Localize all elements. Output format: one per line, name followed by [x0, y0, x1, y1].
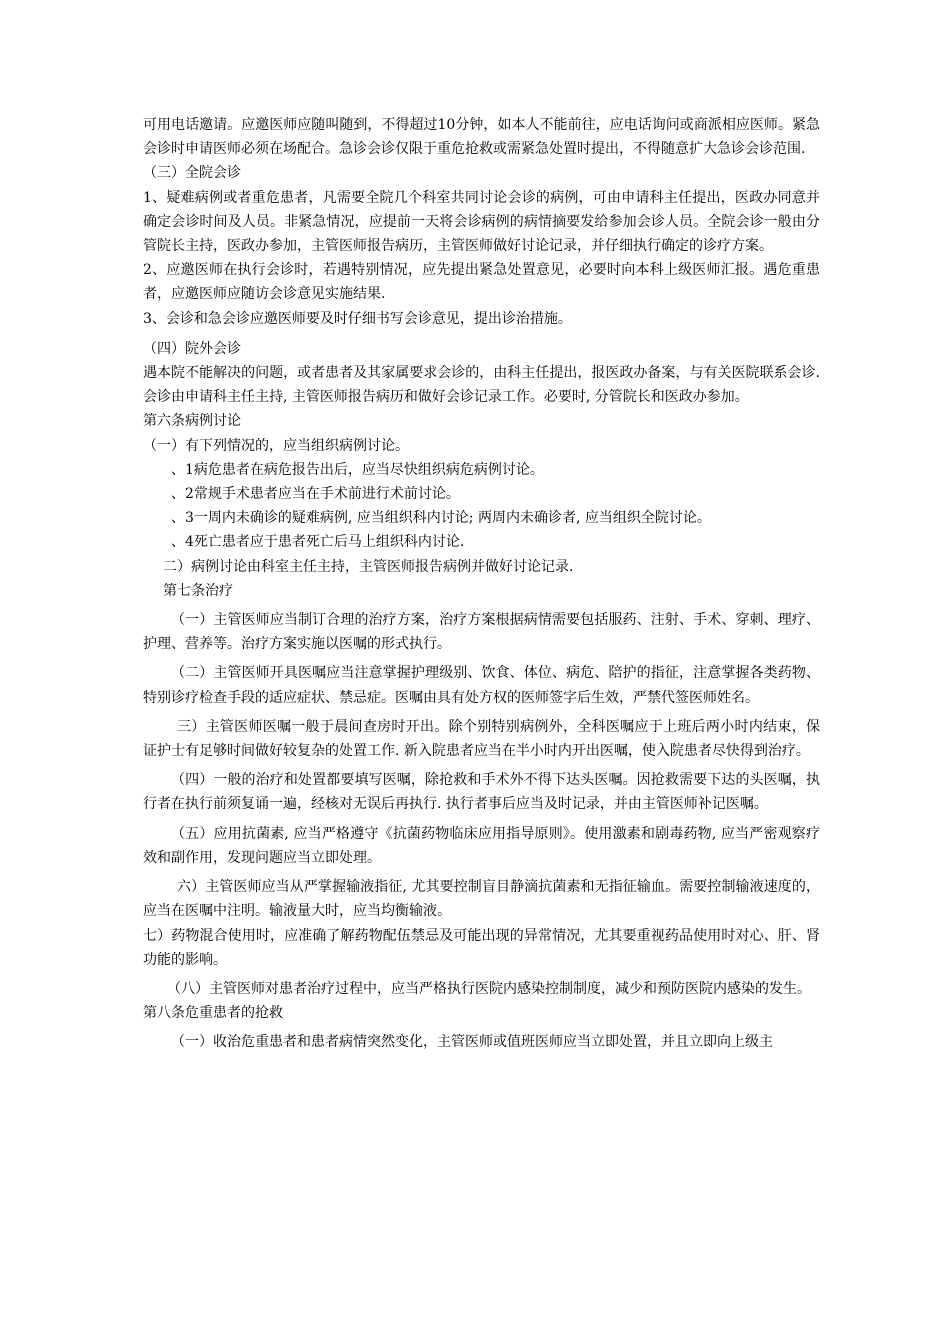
paragraph-external-consult: 遇本院不能解决的问题，或者患者及其家属要求会诊的，由科主任提出，报医政办备案，与有关医院联系会诊. 会诊由申请科主任主持, 主管医师报告病历和做好会诊记录工作。必要时, 分管院长和医政办参加。 [143, 365, 820, 406]
heading-article-8: 第八条危重患者的抢救 [143, 1005, 283, 1022]
heading-article-6: 第六条病例讨论 [143, 413, 241, 430]
list-item: 、4死亡患者应于患者死亡后马上组织科内讨论. [171, 534, 465, 551]
paragraph-case-discussion-2: 二）病例讨论由科室主任主持，主管医师报告病例并做好讨论记录. [163, 558, 574, 575]
paragraph-hospital-consult-1: 1、疑难病例或者重危患者，凡需要全院几个科室共同讨论会诊的病例，可由申请科主任提出，医政办同意并确定会诊时间及人员。非紧急情况，应提前一天将会诊病例的病情摘要发给参加会诊人员。全院会诊一般由分管院长主持，医政办参加，主管医师报告病历，主管医师做好讨论记录，并仔细执行确定的诊疗方案。 [143, 189, 820, 255]
paragraph-case-discussion-1: （一）有下列情况的，应当组织病例讨论。 [143, 437, 409, 454]
document-body [143, 113, 820, 1055]
paragraph-treatment-6: 六）主管医师应当从严掌握输液指征, 尤其要控制盲目静滴抗菌素和无指征输血。需要控制输液速度的，应当在医嘱中注明。输液量大时，应当均衡输液。 [143, 879, 820, 920]
paragraph-treatment-5: （五）应用抗菌素, 应当严格遵守《抗菌药物临床应用指导原则》。使用激素和剧毒药物, 应当严密观察疗效和副作用，发现问题应当立即处理。 [143, 825, 820, 866]
heading-external-consult: （四）院外会诊 [143, 340, 241, 357]
paragraph-treatment-1: （一）主管医师应当制订合理的治疗方案，治疗方案根据病情需要包括服药、注射、手术、穿刺、理疗、护理、营养等。治疗方案实施以医嘱的形式执行。 [143, 612, 820, 653]
paragraph-treatment-7: 七）药物混合使用时，应准确了解药物配伍禁忌及可能出现的异常情况，尤其要重视药品使用时对心、肝、肾功能的影响。 [143, 927, 820, 968]
paragraph-hospital-consult-3: 3、会诊和急会诊应邀医师要及时仔细书写会诊意见，提出诊治措施。 [143, 310, 572, 327]
list-item: 、2常规手术患者应当在手术前进行术前讨论。 [171, 486, 460, 503]
paragraph-treatment-8: （八）主管医师对患者治疗过程中，应当严格执行医院内感染控制制度，减少和预防医院内感染的发生。 [167, 980, 811, 997]
list-item: 、1病危患者在病危报告出后，应当尽快组织病危病例讨论。 [171, 461, 544, 478]
paragraph-hospital-consult-2: 2、应邀医师在执行会诊时，若遇特别情况，应先提出紧急处置意见，必要时向本科上级医师汇报。遇危重患者，应邀医师应随访会诊意见实施结果. [143, 262, 820, 303]
paragraph-treatment-3: 三）主管医师医嘱一般于晨间查房时开出。除个别特别病例外，全科医嘱应于上班后两小时内结束，保证护士有足够时间做好较复杂的处置工作. 新入院患者应当在半小时内开出医嘱，使入院患者尽快得到治疗。 [143, 718, 820, 760]
heading-hospital-consult: （三）全院会诊 [143, 165, 241, 182]
heading-article-7: 第七条治疗 [163, 582, 233, 599]
list-item: 、3一周内未确诊的疑难病例, 应当组织科内讨论; 两周内未确诊者, 应当组织全院讨论。 [171, 510, 711, 527]
paragraph-treatment-4: （四）一般的治疗和处置都要填写医嘱，除抢救和手术外不得下达头医嘱。因抢救需要下达的头医嘱，执行者在执行前须复诵一遍，经核对无误后再执行. 执行者事后应当及时记录，并由主管医师补记医嘱。 [143, 772, 820, 813]
paragraph-consult-intro: 可用电话邀请。应邀医师应随叫随到，不得超过10分钟，如本人不能前往，应电话询问或商派相应医师。紧急会诊时申请医师必须在场配合。急诊会诊仅限于重危抢救或需紧急处置时提出，不得随意扩大急诊会诊范围. [143, 117, 820, 158]
paragraph-treatment-2: （二）主管医师开具医嘱应当注意掌握护理级别、饮食、体位、病危、陪护的指征，注意掌握各类药物、特别诊疗检查手段的适应症状、禁忌症。医嘱由具有处方权的医师签字后生效，严禁代签医师姓名。 [143, 665, 820, 706]
paragraph-emergency-1: （一）收治危重患者和患者病情突然变化，主管医师或值班医师应当立即处置，并且立即向上级主 [171, 1034, 773, 1051]
